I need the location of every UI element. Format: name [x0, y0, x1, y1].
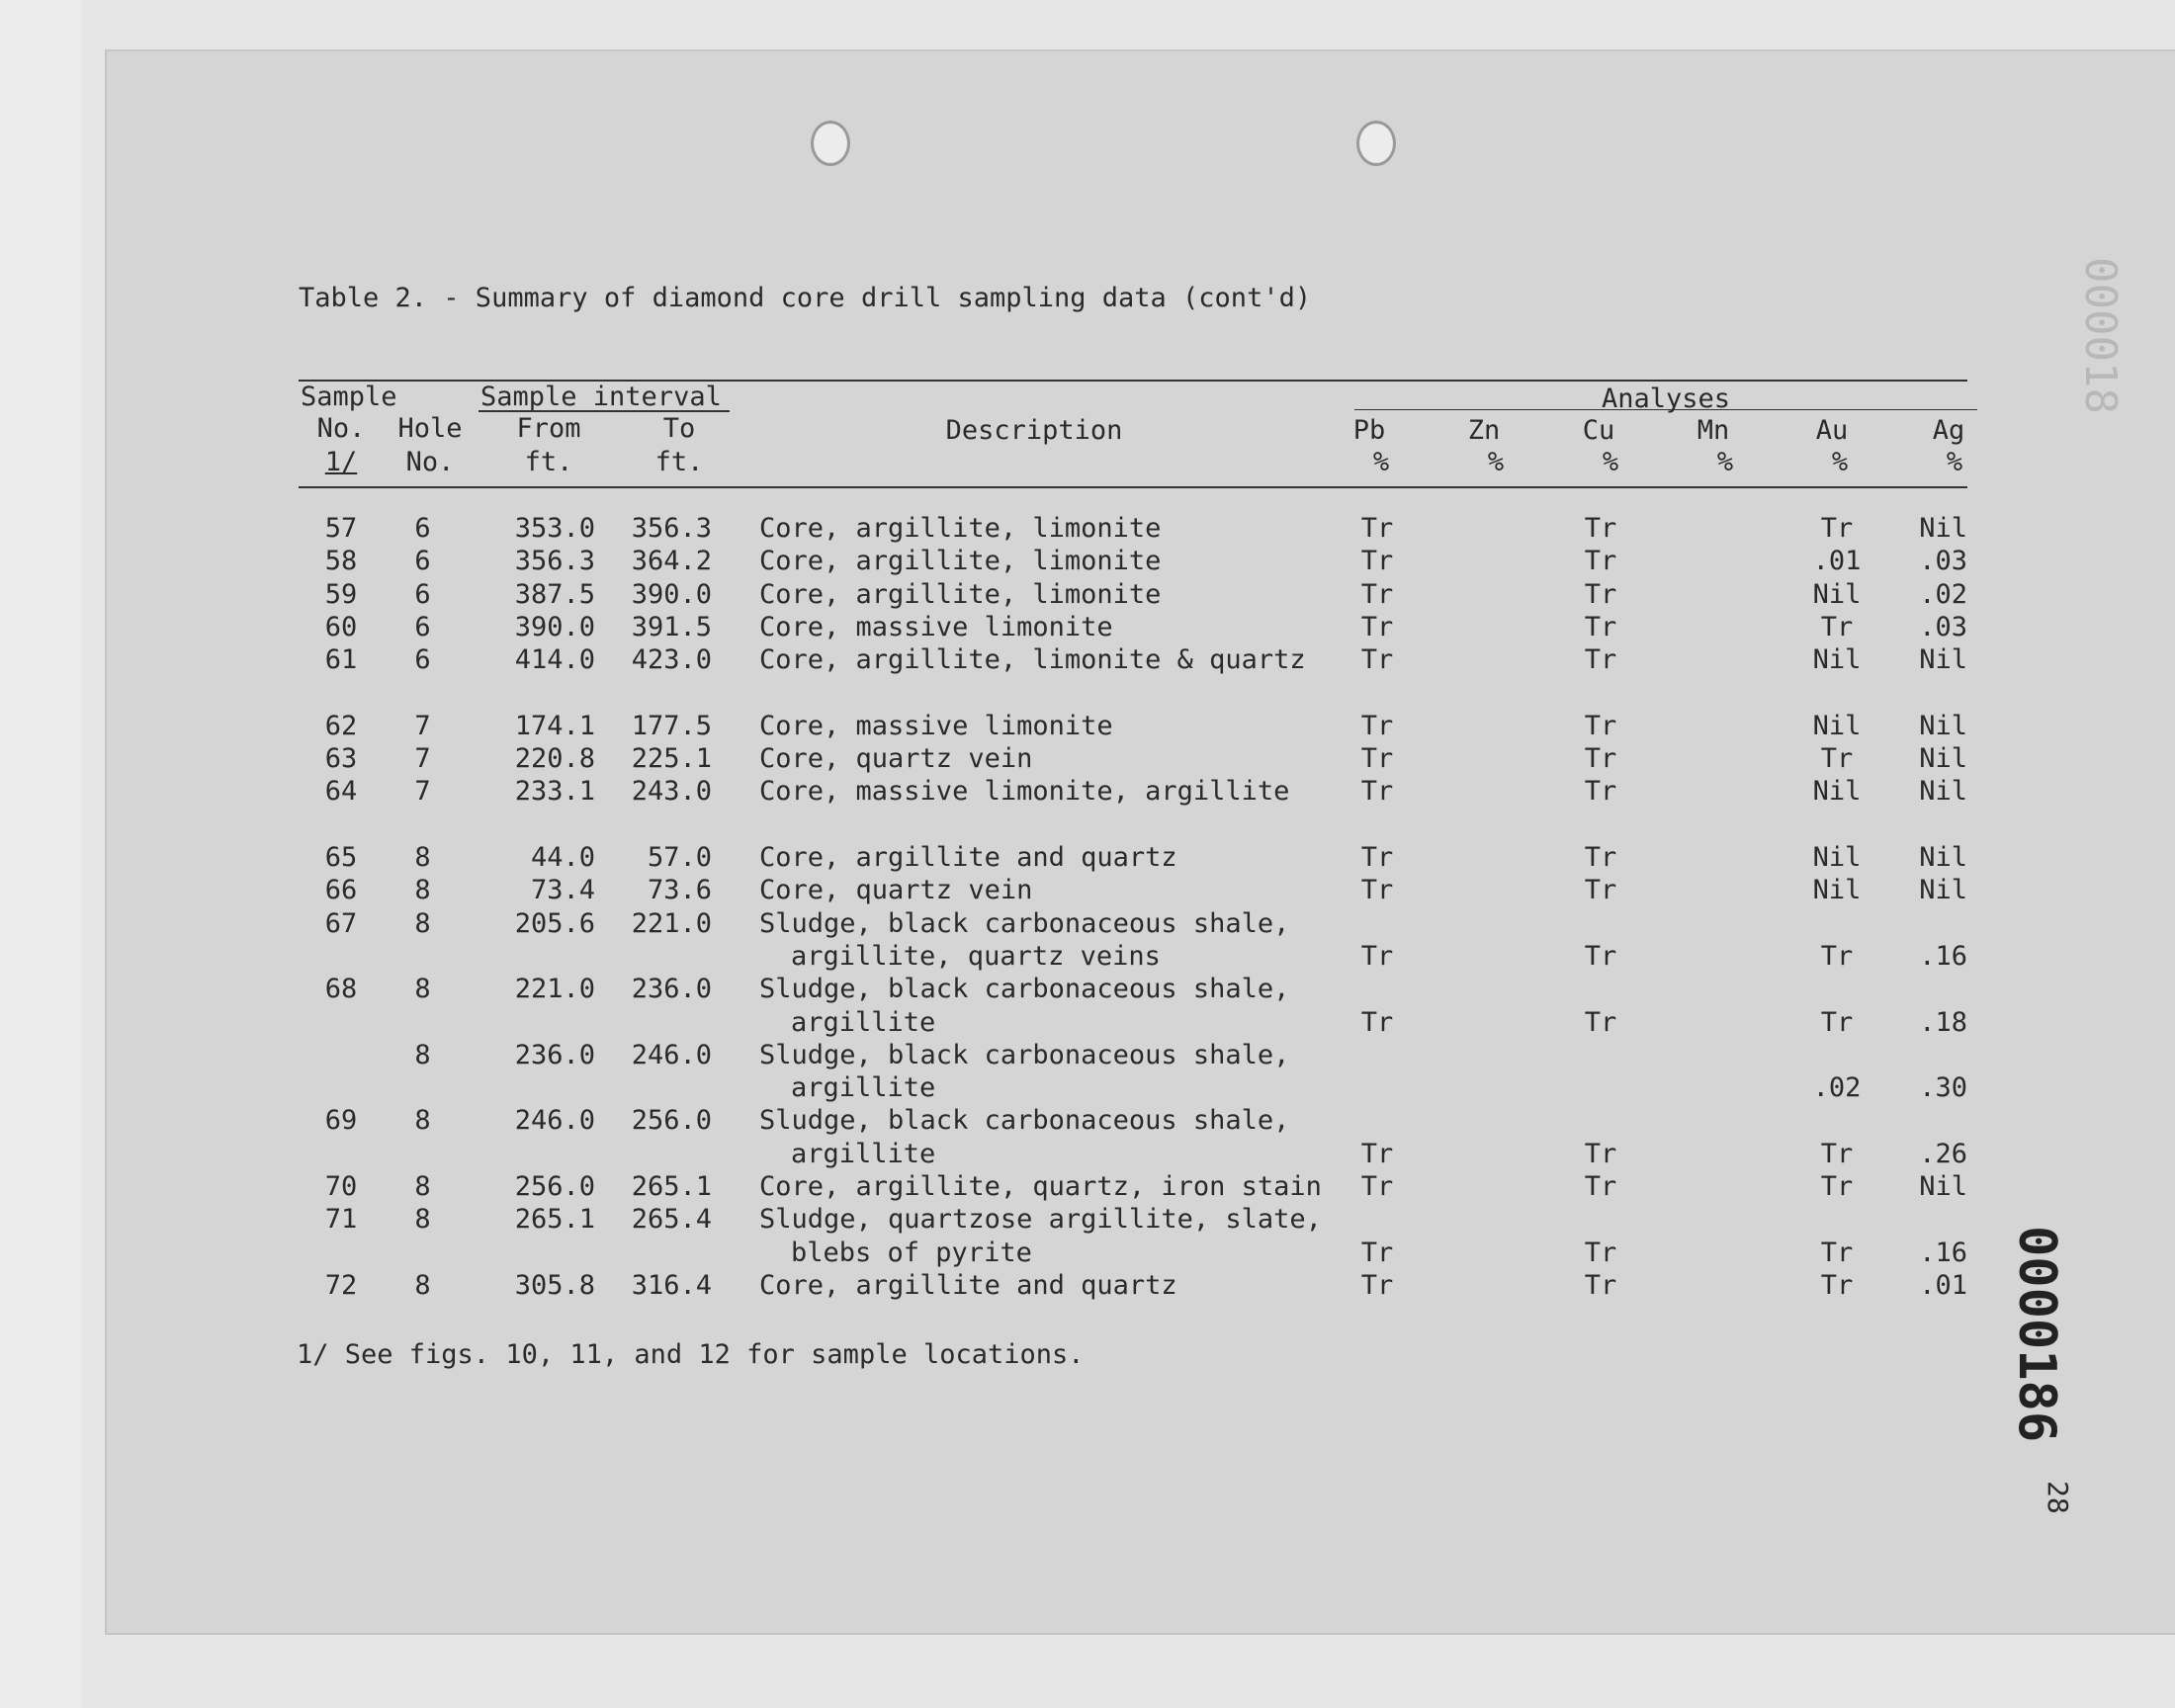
cell-sample-no: 59: [324, 578, 358, 610]
header-hole-no: No.: [405, 447, 455, 477]
cell-au: .01: [1812, 546, 1862, 577]
cell-ag: .26: [1919, 1138, 1967, 1169]
cell-pb: Tr: [1360, 578, 1394, 610]
cell-hole-no: 7: [414, 743, 431, 775]
header-sample-footnote: 1/: [324, 447, 358, 477]
cell-to: 73.6: [647, 875, 712, 906]
cell-to: 225.1: [631, 743, 712, 775]
cell-ag: .18: [1919, 1006, 1967, 1038]
cell-au: Tr: [1820, 1171, 1854, 1202]
cell-from: 233.1: [514, 776, 595, 808]
cell-pb: Tr: [1360, 1138, 1394, 1169]
cell-sample-no: 69: [324, 1105, 358, 1137]
header-ag: Ag: [1932, 415, 1965, 446]
cell-description: blebs of pyrite: [791, 1237, 1032, 1268]
cell-from: 265.1: [514, 1204, 595, 1236]
header-au-unit: %: [1831, 447, 1849, 477]
cell-from: 414.0: [514, 644, 595, 676]
cell-sample-no: 64: [324, 776, 358, 808]
cell-sample-no: 68: [324, 974, 358, 1005]
header-cu: Cu: [1582, 415, 1615, 446]
cell-au: Nil: [1812, 875, 1862, 906]
cell-au: Tr: [1820, 1138, 1854, 1169]
cell-cu: Tr: [1584, 1269, 1617, 1301]
footnote: 1/ See figs. 10, 11, and 12 for sample locations.: [297, 1339, 1085, 1370]
cell-pb: Tr: [1360, 875, 1394, 906]
cell-hole-no: 8: [414, 1105, 431, 1137]
header-pb: Pb: [1352, 415, 1386, 446]
cell-cu: Tr: [1584, 710, 1617, 741]
cell-description: Core, massive limonite: [759, 710, 1113, 741]
cell-pb: Tr: [1360, 776, 1394, 808]
cell-cu: Tr: [1584, 1138, 1617, 1169]
cell-cu: Tr: [1584, 546, 1617, 577]
cell-ag: Nil: [1919, 644, 1967, 676]
cell-to: 423.0: [631, 644, 712, 676]
cell-to: 221.0: [631, 907, 712, 939]
header-description: Description: [945, 415, 1123, 446]
cell-pb: Tr: [1360, 710, 1394, 741]
cell-from: 220.8: [514, 743, 595, 775]
cell-from: 73.4: [530, 875, 595, 906]
header-sample-no: No.: [316, 413, 366, 444]
cell-from: 387.5: [514, 578, 595, 610]
header-to-unit: ft.: [654, 447, 704, 477]
cell-ag: Nil: [1919, 743, 1967, 775]
cell-hole-no: 8: [414, 907, 431, 939]
cell-description: Sludge, quartzose argillite, slate,: [759, 1204, 1322, 1236]
cell-hole-no: 6: [414, 513, 431, 544]
cell-to: 265.1: [631, 1171, 712, 1202]
cell-from: 356.3: [514, 546, 595, 577]
header-au: Au: [1815, 415, 1849, 446]
cell-to: 364.2: [631, 546, 712, 577]
cell-au: Tr: [1820, 1269, 1854, 1301]
header-ag-unit: %: [1946, 447, 1963, 477]
cell-cu: Tr: [1584, 842, 1617, 873]
cell-to: 316.4: [631, 1269, 712, 1301]
cell-hole-no: 8: [414, 1171, 431, 1202]
cell-description: Core, massive limonite: [759, 611, 1113, 642]
cell-ag: .30: [1919, 1072, 1967, 1104]
cell-description: Core, argillite, limonite: [759, 546, 1162, 577]
cell-from: 221.0: [514, 974, 595, 1005]
header-pb-unit: %: [1372, 447, 1390, 477]
cell-cu: Tr: [1584, 611, 1617, 642]
cell-description: Core, massive limonite, argillite: [759, 776, 1290, 808]
faint-stamp-number: 000018: [2075, 257, 2126, 414]
cell-cu: Tr: [1584, 940, 1617, 972]
header-bottom-rule: [299, 486, 1967, 488]
cell-from: 256.0: [514, 1171, 595, 1202]
header-hole: Hole: [397, 413, 463, 444]
punch-hole-right: [1356, 121, 1396, 166]
cell-pb: Tr: [1360, 940, 1394, 972]
cell-ag: .03: [1919, 611, 1967, 642]
cell-au: Tr: [1820, 1006, 1854, 1038]
cell-pb: Tr: [1360, 1237, 1394, 1268]
cell-description: Sludge, black carbonaceous shale,: [759, 1039, 1290, 1070]
cell-from: 305.8: [514, 1269, 595, 1301]
cell-hole-no: 7: [414, 776, 431, 808]
cell-pb: Tr: [1360, 1171, 1394, 1202]
table-title: Table 2. - Summary of diamond core drill sampling data (cont'd): [299, 283, 1312, 313]
scanner-background: [0, 0, 81, 1708]
cell-to: 246.0: [631, 1039, 712, 1070]
cell-hole-no: 6: [414, 546, 431, 577]
cell-to: 57.0: [647, 842, 712, 873]
cell-hole-no: 8: [414, 974, 431, 1005]
cell-pb: Tr: [1360, 546, 1394, 577]
cell-sample-no: 65: [324, 842, 358, 873]
cell-description: Core, argillite, quartz, iron stain: [759, 1171, 1322, 1202]
cell-hole-no: 8: [414, 1269, 431, 1301]
cell-pb: Tr: [1360, 513, 1394, 544]
header-from-unit: ft.: [524, 447, 573, 477]
cell-pb: Tr: [1360, 1269, 1394, 1301]
cell-ag: Nil: [1919, 842, 1967, 873]
cell-to: 256.0: [631, 1105, 712, 1137]
cell-au: Tr: [1820, 513, 1854, 544]
header-mn-unit: %: [1716, 447, 1734, 477]
stamp-number: 0000186: [2007, 1226, 2066, 1443]
cell-au: Tr: [1820, 743, 1854, 775]
cell-au: .02: [1812, 1072, 1862, 1104]
cell-au: Nil: [1812, 842, 1862, 873]
cell-from: 390.0: [514, 611, 595, 642]
header-from: From: [516, 413, 581, 444]
cell-ag: .02: [1919, 578, 1967, 610]
cell-description: Core, quartz vein: [759, 743, 1033, 775]
cell-sample-no: 72: [324, 1269, 358, 1301]
cell-from: 205.6: [514, 907, 595, 939]
cell-to: 177.5: [631, 710, 712, 741]
cell-from: 353.0: [514, 513, 595, 544]
header-mn: Mn: [1696, 415, 1730, 446]
cell-ag: .03: [1919, 546, 1967, 577]
cell-ag: .16: [1919, 1237, 1967, 1268]
cell-au: Nil: [1812, 776, 1862, 808]
cell-cu: Tr: [1584, 578, 1617, 610]
cell-hole-no: 8: [414, 1039, 431, 1070]
cell-pb: Tr: [1360, 611, 1394, 642]
header-sample-interval: Sample interval: [480, 382, 722, 412]
cell-hole-no: 7: [414, 710, 431, 741]
cell-ag: .16: [1919, 940, 1967, 972]
cell-pb: Tr: [1360, 842, 1394, 873]
cell-sample-no: 60: [324, 611, 358, 642]
cell-cu: Tr: [1584, 513, 1617, 544]
cell-pb: Tr: [1360, 743, 1394, 775]
cell-to: 265.4: [631, 1204, 712, 1236]
header-zn-unit: %: [1487, 447, 1505, 477]
cell-ag: Nil: [1919, 710, 1967, 741]
cell-from: 236.0: [514, 1039, 595, 1070]
cell-description: argillite: [791, 1138, 936, 1169]
cell-sample-no: 63: [324, 743, 358, 775]
header-zn: Zn: [1467, 415, 1501, 446]
header-cu-unit: %: [1602, 447, 1619, 477]
cell-description: Core, argillite and quartz: [759, 1269, 1177, 1301]
cell-description: argillite: [791, 1006, 936, 1038]
cell-hole-no: 8: [414, 1204, 431, 1236]
cell-to: 356.3: [631, 513, 712, 544]
cell-au: Nil: [1812, 710, 1862, 741]
cell-from: 246.0: [514, 1105, 595, 1137]
cell-sample-no: 66: [324, 875, 358, 906]
cell-au: Nil: [1812, 644, 1862, 676]
cell-description: Core, argillite, limonite: [759, 513, 1162, 544]
cell-description: Core, argillite and quartz: [759, 842, 1177, 873]
cell-hole-no: 6: [414, 578, 431, 610]
cell-pb: Tr: [1360, 1006, 1394, 1038]
cell-description: Sludge, black carbonaceous shale,: [759, 974, 1290, 1005]
cell-pb: Tr: [1360, 644, 1394, 676]
cell-ag: Nil: [1919, 513, 1967, 544]
punch-hole-left: [811, 121, 850, 166]
cell-description: Core, argillite, limonite & quartz: [759, 644, 1306, 676]
cell-cu: Tr: [1584, 875, 1617, 906]
cell-to: 236.0: [631, 974, 712, 1005]
cell-hole-no: 8: [414, 842, 431, 873]
cell-description: Core, quartz vein: [759, 875, 1033, 906]
cell-sample-no: 62: [324, 710, 358, 741]
cell-from: 174.1: [514, 710, 595, 741]
header-to: To: [662, 413, 696, 444]
cell-description: Core, argillite, limonite: [759, 578, 1162, 610]
cell-ag: Nil: [1919, 776, 1967, 808]
cell-cu: Tr: [1584, 776, 1617, 808]
cell-description: argillite, quartz veins: [791, 940, 1161, 972]
header-analyses: Analyses: [1601, 384, 1731, 414]
header-sample: Sample: [301, 382, 397, 412]
cell-to: 243.0: [631, 776, 712, 808]
cell-cu: Tr: [1584, 743, 1617, 775]
page-number: 28: [2042, 1481, 2074, 1514]
cell-sample-no: 57: [324, 513, 358, 544]
cell-description: argillite: [791, 1072, 936, 1104]
cell-ag: Nil: [1919, 875, 1967, 906]
cell-description: Sludge, black carbonaceous shale,: [759, 1105, 1290, 1137]
cell-hole-no: 6: [414, 611, 431, 642]
cell-sample-no: 61: [324, 644, 358, 676]
cell-sample-no: 70: [324, 1171, 358, 1202]
cell-hole-no: 6: [414, 644, 431, 676]
cell-to: 390.0: [631, 578, 712, 610]
cell-description: Sludge, black carbonaceous shale,: [759, 907, 1290, 939]
cell-from: 44.0: [530, 842, 595, 873]
cell-au: Tr: [1820, 940, 1854, 972]
cell-to: 391.5: [631, 611, 712, 642]
cell-cu: Tr: [1584, 1237, 1617, 1268]
cell-au: Nil: [1812, 578, 1862, 610]
cell-sample-no: 71: [324, 1204, 358, 1236]
cell-cu: Tr: [1584, 1006, 1617, 1038]
cell-au: Tr: [1820, 1237, 1854, 1268]
cell-ag: Nil: [1919, 1171, 1967, 1202]
cell-au: Tr: [1820, 611, 1854, 642]
cell-ag: .01: [1919, 1269, 1967, 1301]
cell-sample-no: 58: [324, 546, 358, 577]
cell-cu: Tr: [1584, 1171, 1617, 1202]
cell-cu: Tr: [1584, 644, 1617, 676]
cell-sample-no: 67: [324, 907, 358, 939]
cell-hole-no: 8: [414, 875, 431, 906]
